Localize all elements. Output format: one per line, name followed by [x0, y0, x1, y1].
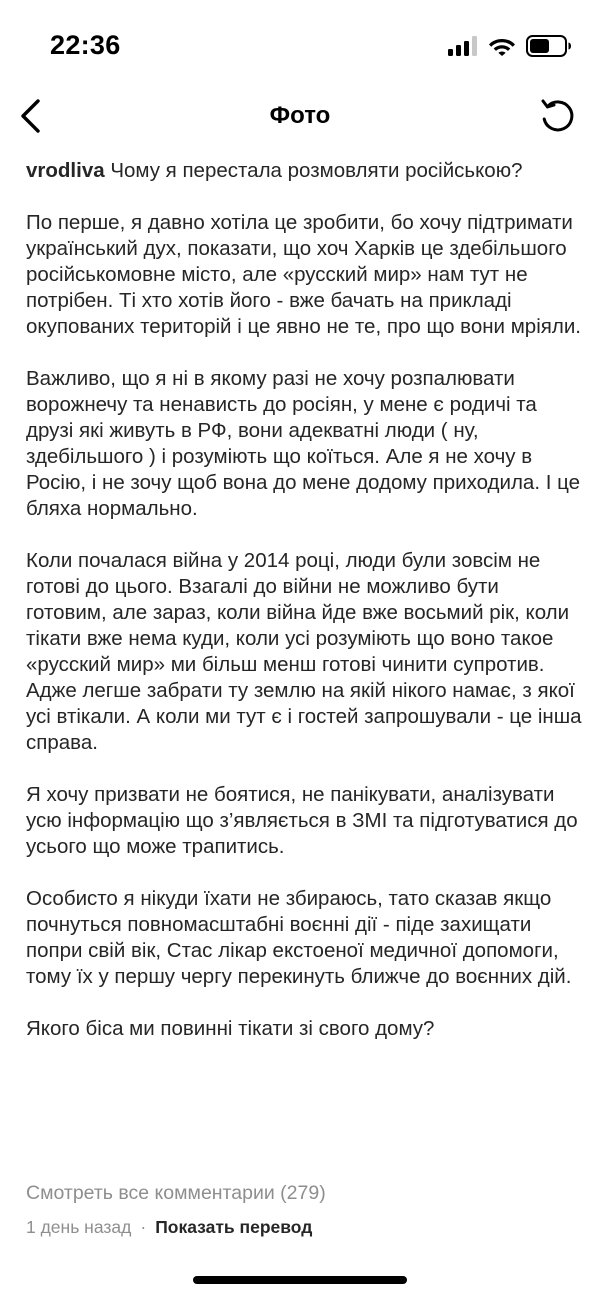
meta-separator: · — [140, 1217, 147, 1237]
post-caption — [26, 158, 582, 1068]
post-meta — [26, 1217, 312, 1238]
top-navigation-bar — [0, 96, 600, 138]
home-indicator[interactable] — [193, 1276, 407, 1284]
cellular-signal-icon — [448, 36, 478, 61]
caption-paragraph: Якого біса ми повинні тікати зі свого дому? — [26, 1017, 435, 1040]
username-link[interactable]: vrodliva — [26, 159, 105, 182]
caption-title: Чому я перестала розмовляти російською? — [104, 159, 523, 182]
caption-paragraph: Я хочу призвати не боятися, не панікувати, аналізувати усю інформацію що з’являється в ЗМІ та підготуватися до усього що може трапитись. — [26, 783, 578, 858]
battery-icon — [526, 35, 572, 62]
caption-paragraph: По перше, я давно хотіла це зробити, бо хочу підтримати український дух, показати, що хоч Харків це здебільшого російськомовне місто, але «русский мир» нам тут не потрібен. Ті хто хотів його - вже бачать на прикладі окупованих територій і це явно не те, про що вони мріяли. — [26, 211, 581, 338]
refresh-button[interactable] — [538, 96, 578, 136]
show-translation-button[interactable]: Показать перевод — [155, 1217, 313, 1237]
post-timestamp: 1 день назад — [26, 1217, 132, 1237]
view-all-comments-link[interactable]: Смотреть все комментарии (279) — [26, 1182, 326, 1204]
wifi-icon — [488, 35, 516, 61]
caption-paragraph: Важливо, що я ні в якому разі не хочу розпалювати ворожнечу та ненависть до росіян, у мене є родичі та друзі які живуть в РФ, вони адекватні люди ( ну, здебільшого ) і розуміють що коїться. Але я не хочу в Росію, і не зочу щоб вона до мене додому приходила. І це бляха нормально. — [26, 367, 581, 520]
refresh-icon — [539, 97, 577, 135]
caption-paragraph: Коли почалася війна у 2014 році, люди були зовсім не готові до цього. Взагалі до війни не можливо бути готовим, але зараз, коли війна йде вже восьмий рік, коли тікати вже нема куди, коли усі розуміють що воно такое «русский мир» ми більш менш готові чинити супротив. Адже легше забрати ту землю на якій нікого намає, з якої усі втікали. А коли ми тут є і гостей запрошували - це інша справа. — [26, 549, 582, 754]
caption-paragraph: Особисто я нікуди їхати не збираюсь, тато сказав якщо почнуться повномасштабні воєнні дії - піде захищати попри свій вік, Стас лікар екстоеної медичної допомоги, тому їх у першу чергу перекинуть ближче до воєнних дій. — [26, 887, 572, 988]
caption-first-line — [26, 158, 582, 184]
status-icons — [448, 36, 572, 60]
page-title: Фото — [269, 102, 331, 129]
status-time: 22:36 — [50, 30, 121, 60]
status-bar — [0, 0, 600, 96]
